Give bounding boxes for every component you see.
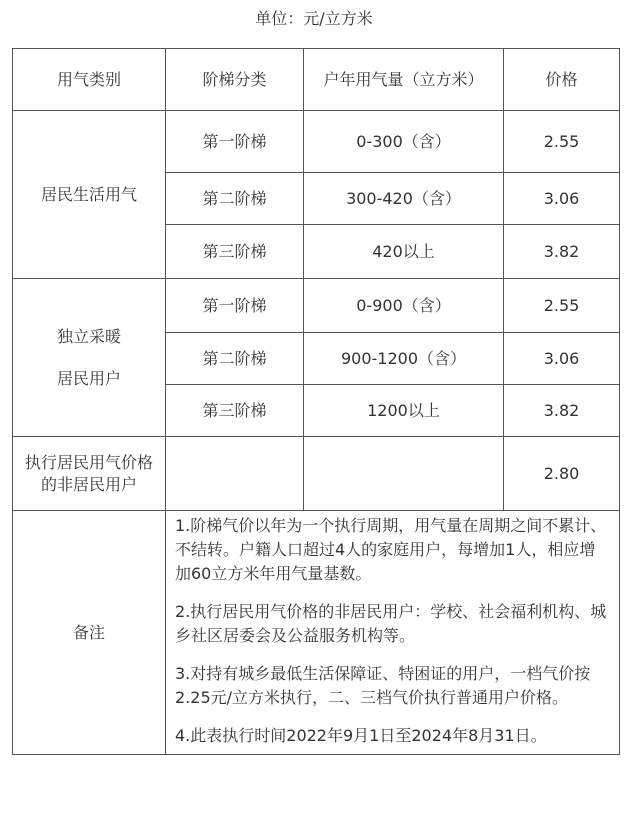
empty-cell [166, 437, 304, 511]
price-cell: 3.06 [504, 173, 620, 225]
header-category: 用气类别 [13, 49, 166, 111]
tier-cell: 第一阶梯 [166, 111, 304, 173]
remark-item: 3.对持有城乡最低生活保障证、特困证的用户，一档气价按2.25元/立方米执行，二、三档气价执行普通用户价格。 [175, 664, 591, 707]
remark-item: 2.执行居民用气价格的非居民用户：学校、社会福利机构、城乡社区居委会及公益服务机构等。 [175, 602, 607, 645]
tier-cell: 第三阶梯 [166, 385, 304, 437]
header-price: 价格 [504, 49, 620, 111]
volume-cell: 0-300（含） [304, 111, 504, 173]
price-cell: 2.55 [504, 279, 620, 333]
header-volume: 户年用气量（立方米） [304, 49, 504, 111]
tier-cell: 第二阶梯 [166, 173, 304, 225]
category-nonresidential: 执行居民用气价格的非居民用户 [13, 437, 166, 511]
price-cell: 3.82 [504, 225, 620, 279]
tier-cell: 第二阶梯 [166, 333, 304, 385]
volume-cell: 300-420（含） [304, 173, 504, 225]
gas-price-table [12, 48, 620, 755]
category-heating-line1: 独立采暖 [56, 326, 121, 346]
price-cell: 3.06 [504, 333, 620, 385]
table-row [13, 111, 620, 173]
volume-cell: 1200以上 [304, 385, 504, 437]
unit-label: 单位：元/立方米 [255, 9, 373, 28]
price-cell: 2.80 [504, 437, 620, 511]
volume-cell: 0-900（含） [304, 279, 504, 333]
remark-item: 1.阶梯气价以年为一个执行周期，用气量在周期之间不累计、不结转。户籍人口超过4人的家庭用户，每增加1人，相应增加60立方米年用气量基数。 [175, 516, 607, 583]
header-tier: 阶梯分类 [166, 49, 304, 111]
tier-cell: 第三阶梯 [166, 225, 304, 279]
price-cell: 2.55 [504, 111, 620, 173]
price-cell: 3.82 [504, 385, 620, 437]
tier-cell: 第一阶梯 [166, 279, 304, 333]
remark-item: 4.此表执行时间2022年9月1日至2024年8月31日。 [175, 726, 547, 745]
empty-cell [304, 437, 504, 511]
volume-cell: 420以上 [304, 225, 504, 279]
remarks-label: 备注 [13, 511, 166, 755]
table-row [13, 437, 620, 511]
remarks-content [166, 511, 620, 755]
remarks-row [13, 511, 620, 755]
volume-cell: 900-1200（含） [304, 333, 504, 385]
category-residential: 居民生活用气 [13, 111, 166, 279]
header-row [13, 49, 620, 111]
table-row [13, 279, 620, 333]
category-heating-line2: 居民用户 [56, 368, 121, 388]
category-heating [13, 279, 166, 437]
